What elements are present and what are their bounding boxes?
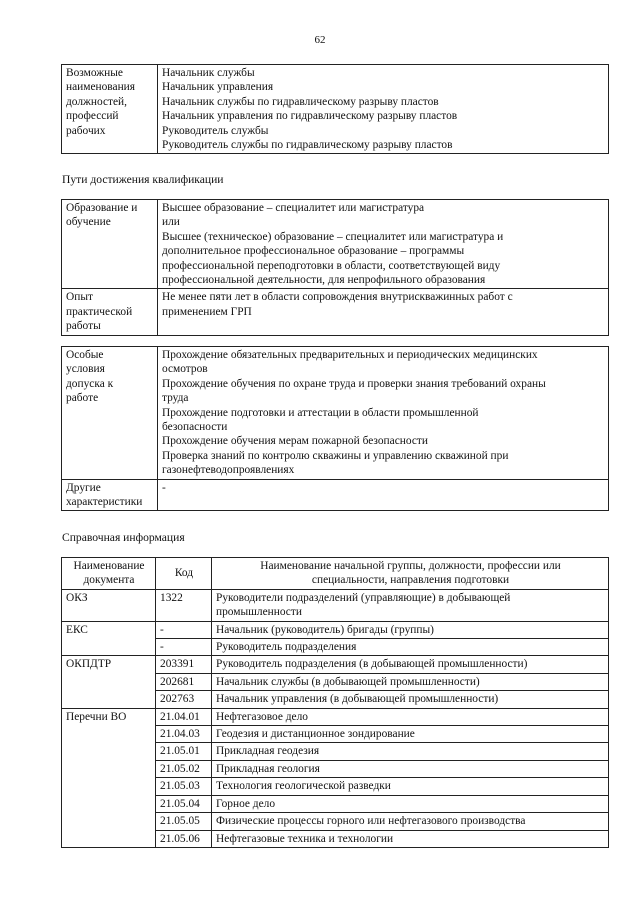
education-line: Высшее (техническое) образование – специалитет или магистратура и <box>162 230 504 243</box>
name-cell <box>212 589 609 621</box>
special-line: Проверка знаний по контролю скважины и управлению скважиной при <box>162 449 509 462</box>
education-line: дополнительное профессиональное образование – программы <box>162 245 465 258</box>
code-cell: 21.05.06 <box>156 830 212 847</box>
experience-label-line: работы <box>66 320 101 333</box>
conditions-table <box>61 346 609 511</box>
name-cell: Руководитель подразделения <box>212 639 609 656</box>
special-line: осмотров <box>162 363 208 376</box>
other-value-cell: - <box>158 479 609 511</box>
special-label-line: допуска к <box>66 377 114 390</box>
special-label-line: работе <box>66 392 99 405</box>
okz-name-line: Руководители подразделений (управляющие) в добывающей <box>216 591 511 604</box>
name-cell: Начальник управления (в добывающей промышленности) <box>212 691 609 708</box>
special-line: Прохождение обучения по охране труда и проверки знания требований охраны <box>162 377 546 390</box>
education-label-line: обучение <box>66 216 111 229</box>
code-cell: 1322 <box>156 589 212 621</box>
doc-okz: ОКЗ <box>62 589 156 621</box>
other-label-line: характеристики <box>66 496 143 509</box>
name-cell: Прикладная геология <box>212 760 609 777</box>
position-item: Начальник управления <box>162 81 274 94</box>
name-cell: Горное дело <box>212 795 609 812</box>
position-item: Руководитель службы по гидравлическому разрыву пластов <box>162 139 453 152</box>
code-cell: - <box>156 621 212 638</box>
name-cell: Руководитель подразделения (в добывающей промышленности) <box>212 656 609 673</box>
col-code-header: Код <box>156 558 212 590</box>
code-cell: 202763 <box>156 691 212 708</box>
positions-label-line: наименования <box>66 81 136 94</box>
table-row <box>62 621 609 638</box>
code-cell: - <box>156 639 212 656</box>
col-doc-header-line: документа <box>83 574 135 587</box>
education-line: или <box>162 216 180 229</box>
code-cell: 21.05.01 <box>156 743 212 760</box>
special-value-cell <box>158 347 609 480</box>
experience-label-cell <box>62 289 158 335</box>
position-item: Начальник службы <box>162 67 255 79</box>
col-doc-header <box>62 558 156 590</box>
name-cell: Нефтегазовые техника и технологии <box>212 830 609 847</box>
special-label-line: Особые <box>66 349 104 361</box>
position-item: Начальник службы по гидравлическому разрыву пластов <box>162 95 439 108</box>
experience-line: применением ГРП <box>162 305 252 318</box>
positions-items-cell <box>158 65 609 154</box>
special-line: Прохождение подготовки и аттестации в области промышленной <box>162 406 479 419</box>
experience-row <box>62 289 609 335</box>
positions-table <box>61 64 609 154</box>
positions-label-line: Возможные <box>66 67 123 79</box>
page-number: 62 <box>314 34 326 46</box>
education-label-cell <box>62 200 158 289</box>
experience-line: Не менее пяти лет в области сопровождения внутрискважинных работ с <box>162 291 513 304</box>
name-cell: Физические процессы горного или нефтегазового производства <box>212 813 609 830</box>
code-cell: 21.05.03 <box>156 778 212 795</box>
positions-label-line: профессий <box>66 110 119 123</box>
special-line: труда <box>162 392 189 405</box>
positions-label-line: рабочих <box>66 124 106 137</box>
special-line: безопасности <box>162 421 228 434</box>
name-cell: Нефтегазовое дело <box>212 708 609 725</box>
name-cell: Начальник службы (в добывающей промышленности) <box>212 673 609 690</box>
experience-label-line: Опыт <box>66 291 93 304</box>
education-line: профессиональной переподготовки в области, соответствующей виду <box>162 259 501 272</box>
other-characteristics-row <box>62 479 609 511</box>
education-label-line: Образование и <box>66 202 138 214</box>
education-line: профессиональной деятельности, для непрофильного образования <box>162 274 486 287</box>
reference-table <box>61 557 609 848</box>
code-cell: 21.05.04 <box>156 795 212 812</box>
special-label-line: условия <box>66 363 105 376</box>
special-line: газонефтеводопроявлениях <box>162 464 295 477</box>
table-row <box>62 589 609 621</box>
education-value-cell <box>158 200 609 289</box>
education-line: Высшее образование – специалитет или магистратура <box>162 202 425 214</box>
col-doc-header-line: Наименование <box>73 560 145 572</box>
col-name-header-line: Наименование начальной группы, должности, профессии или <box>260 560 561 572</box>
table-row <box>62 656 609 673</box>
special-line: Прохождение обязательных предварительных и периодических медицинских <box>162 349 538 361</box>
table-row <box>62 708 609 725</box>
name-cell: Геодезия и дистанционное зондирование <box>212 726 609 743</box>
doc-okpdtr: ОКПДТР <box>62 656 156 708</box>
code-cell: 202681 <box>156 673 212 690</box>
code-cell: 203391 <box>156 656 212 673</box>
position-item: Руководитель службы <box>162 124 269 137</box>
name-cell: Технология геологической разведки <box>212 778 609 795</box>
doc-eks: ЕКС <box>62 621 156 656</box>
code-cell: 21.05.05 <box>156 813 212 830</box>
col-name-header <box>212 558 609 590</box>
special-conditions-row <box>62 347 609 480</box>
experience-label-line: практической <box>66 305 133 318</box>
code-cell: 21.04.03 <box>156 726 212 743</box>
qualification-table <box>61 199 609 336</box>
other-label-line: Другие <box>66 481 101 494</box>
okz-name-line: промышленности <box>216 606 302 619</box>
doc-vo: Перечни ВО <box>62 708 156 847</box>
reference-heading: Справочная информация <box>62 531 185 544</box>
positions-label-cell <box>62 65 158 154</box>
education-row <box>62 200 609 289</box>
position-item: Начальник управления по гидравлическому разрыву пластов <box>162 110 458 123</box>
code-cell: 21.05.02 <box>156 760 212 777</box>
special-line: Прохождение обучения мерам пожарной безопасности <box>162 435 428 448</box>
special-label-cell <box>62 347 158 480</box>
qualification-heading: Пути достижения квалификации <box>62 173 224 186</box>
reference-header-row <box>62 558 609 590</box>
name-cell: Прикладная геодезия <box>212 743 609 760</box>
positions-row <box>62 65 609 154</box>
experience-value-cell <box>158 289 609 335</box>
other-label-cell <box>62 479 158 511</box>
name-cell: Начальник (руководитель) бригады (группы) <box>212 621 609 638</box>
col-name-header-line: специальности, направления подготовки <box>311 574 510 587</box>
positions-label-line: должностей, <box>66 95 128 108</box>
code-cell: 21.04.01 <box>156 708 212 725</box>
